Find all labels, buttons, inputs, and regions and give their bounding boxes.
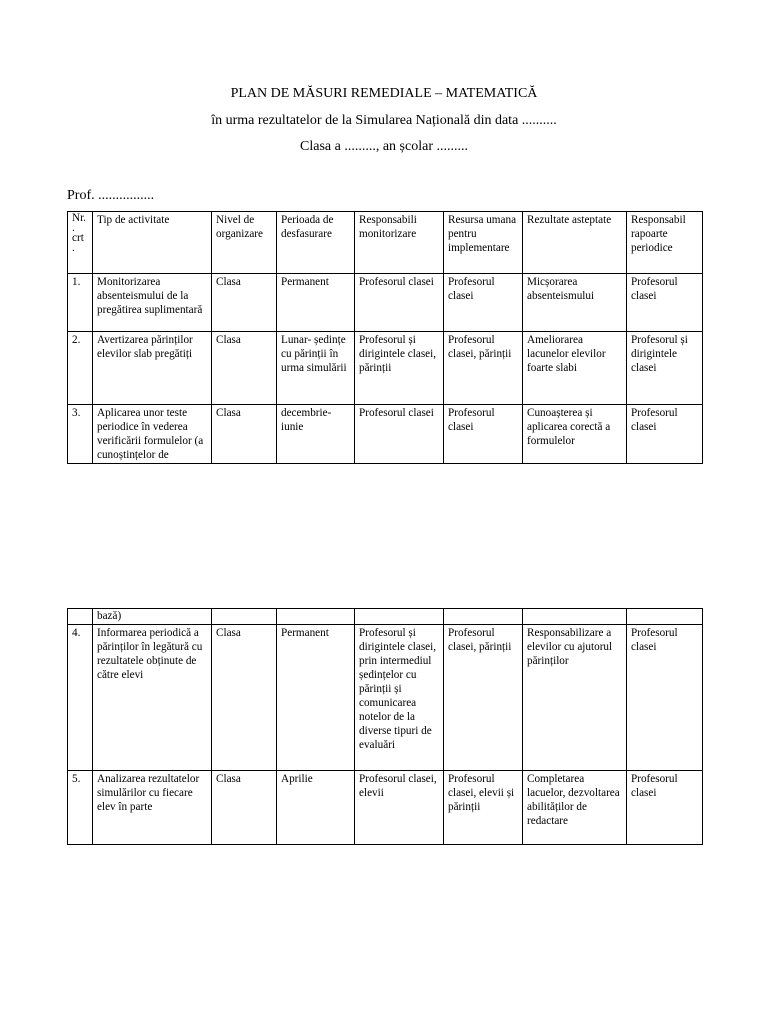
level-cell: Clasa: [212, 771, 277, 845]
continuation-cell: bază): [93, 609, 212, 625]
remedial-plan-table: [67, 211, 703, 464]
monitoring-cell: Profesorul clasei, elevii: [355, 771, 444, 845]
table-row: [68, 771, 703, 845]
activity-cell: Monitorizarea absenteismului de la pregătirea suplimentară: [93, 274, 212, 332]
monitoring-cell: Profesorul clasei: [355, 405, 444, 464]
header-activity-type: Tip de activitate: [93, 212, 212, 274]
monitoring-cell: Profesorul și dirigintele clasei, prin intermediul ședințelor cu părinții și comunicarea notelor de la diverse tipuri de evaluări: [355, 625, 444, 771]
row-number: 4.: [68, 625, 93, 771]
header-organization-level: Nivel de organizare: [212, 212, 277, 274]
period-cell: Aprilie: [277, 771, 355, 845]
resource-cell: Profesorul clasei, părinții: [444, 625, 523, 771]
level-cell: Clasa: [212, 625, 277, 771]
row-number: 1.: [68, 274, 93, 332]
period-cell: Permanent: [277, 625, 355, 771]
table-continuation-row: [68, 609, 703, 625]
resource-cell: Profesorul clasei, părinții: [444, 332, 523, 405]
level-cell: Clasa: [212, 332, 277, 405]
header-expected-results: Rezultate asteptate: [523, 212, 627, 274]
table-row: [68, 332, 703, 405]
document-subtitle-exam: în urma rezultatelor de la Simularea Națională din data ..........: [211, 113, 557, 128]
report-cell: Profesorul clasei: [627, 274, 703, 332]
activity-cell: Avertizarea părinților elevilor slab pregătiți: [93, 332, 212, 405]
period-cell: Lunar- ședințe cu părinții în urma simulării: [277, 332, 355, 405]
header-period: Perioada de desfasurare: [277, 212, 355, 274]
row-number: 5.: [68, 771, 93, 845]
table-row: [68, 405, 703, 464]
activity-cell: Analizarea rezultatelor simulărilor cu fiecare elev în parte: [93, 771, 212, 845]
resource-cell: Profesorul clasei: [444, 274, 523, 332]
result-cell: Micșorarea absenteismului: [523, 274, 627, 332]
level-cell: Clasa: [212, 405, 277, 464]
period-cell: decembrie- iunie: [277, 405, 355, 464]
resource-cell: Profesorul clasei: [444, 405, 523, 464]
header-human-resource: Resursa umana pentru implementare: [444, 212, 523, 274]
report-cell: Profesorul clasei: [627, 405, 703, 464]
resource-cell: Profesorul clasei, elevii și părinții: [444, 771, 523, 845]
header-monitoring-responsible: Responsabili monitorizare: [355, 212, 444, 274]
table-header-row: [68, 212, 703, 274]
monitoring-cell: Profesorul clasei: [355, 274, 444, 332]
row-number: 3.: [68, 405, 93, 464]
activity-cell: Aplicarea unor teste periodice în vederea verificării formulelor (a cunoștințelor de: [93, 405, 212, 464]
result-cell: Ameliorarea lacunelor elevilor foarte slabi: [523, 332, 627, 405]
period-cell: Permanent: [277, 274, 355, 332]
result-cell: Responsabilizare a elevilor cu ajutorul părinților: [523, 625, 627, 771]
activity-cell: Informarea periodică a părinților în legătură cu rezultatele obținute de către elevi: [93, 625, 212, 771]
report-cell: Profesorul clasei: [627, 771, 703, 845]
document-subtitle-class: Clasa a ........., an școlar .........: [300, 139, 468, 154]
report-cell: Profesorul clasei: [627, 625, 703, 771]
monitoring-cell: Profesorul și dirigintele clasei, părinții: [355, 332, 444, 405]
level-cell: Clasa: [212, 274, 277, 332]
document-title: PLAN DE MĂSURI REMEDIALE – MATEMATICĂ: [230, 86, 538, 101]
teacher-label: Prof. ................: [67, 188, 155, 203]
report-cell: Profesorul și dirigintele clasei: [627, 332, 703, 405]
table-row: [68, 274, 703, 332]
result-cell: Cunoașterea și aplicarea corectă a formulelor: [523, 405, 627, 464]
remedial-plan-table-continued: [67, 608, 703, 845]
table-row: [68, 625, 703, 771]
row-number: 2.: [68, 332, 93, 405]
header-report-responsible: Responsabil rapoarte periodice: [627, 212, 703, 274]
result-cell: Completarea lacuelor, dezvoltarea abilităților de redactare: [523, 771, 627, 845]
header-nr-crt: Nr. . crt .: [68, 212, 93, 274]
